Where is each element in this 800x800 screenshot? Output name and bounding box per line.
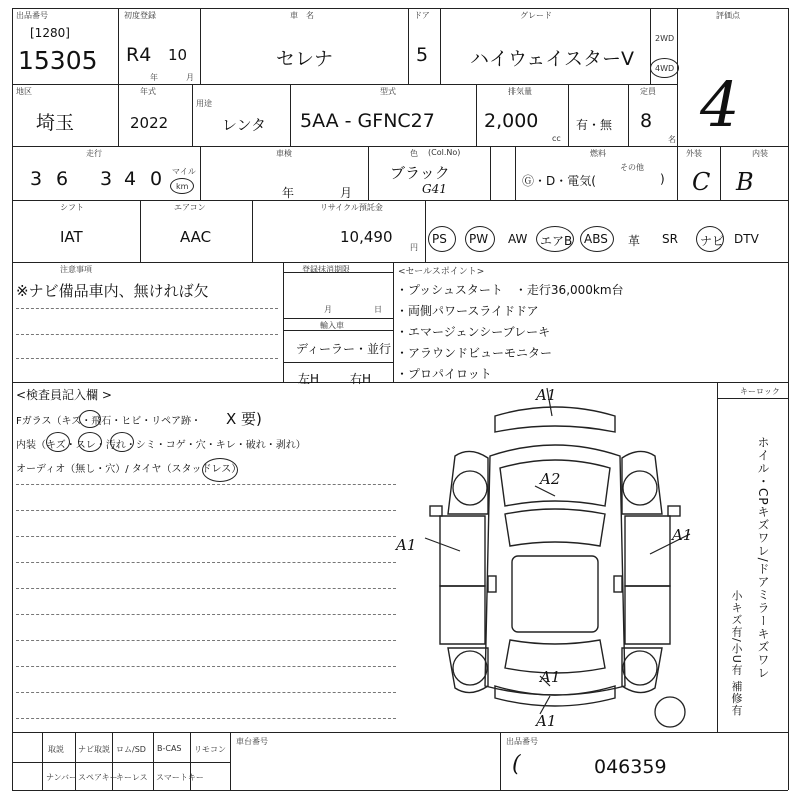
capacity-value: 8: [640, 110, 653, 132]
rating-value: 4: [700, 68, 740, 141]
interior-grade: B: [736, 168, 754, 196]
mileage-label: 走行: [86, 149, 102, 158]
insp-dash-2: [16, 510, 396, 511]
frame-bottom: [12, 790, 788, 791]
mileage-unit-km: km: [176, 182, 189, 191]
notes-sub4: [283, 362, 393, 363]
r1-div1: [118, 8, 119, 84]
color-label: 色: [410, 149, 418, 158]
drive-4wd: 4WD: [655, 64, 675, 73]
sales-point-3: ・エマージェンシーブレーキ: [396, 325, 551, 339]
grade-value: ハイウェイスターV: [470, 48, 635, 70]
equip-navi: ナビ: [700, 234, 725, 248]
shift-label: シフト: [60, 203, 84, 212]
equip-abs-circle: [580, 226, 614, 252]
notes-label: 注意事項: [60, 265, 92, 274]
insp-dash-4: [16, 562, 396, 563]
r1-div2: [200, 8, 201, 84]
mark-right-door: A1: [672, 526, 693, 544]
key-lock-label: キーロック: [740, 387, 780, 396]
steering-left: 左H: [298, 372, 320, 386]
model-value: 5AA - GFNC27: [300, 110, 435, 132]
notes-dash-1: [16, 308, 278, 309]
row1-bottom: [12, 84, 677, 85]
reg-expiry-day: 日: [374, 305, 382, 314]
equip-airbag-circle: [536, 226, 574, 252]
reg-expiry-month: 月: [324, 305, 332, 314]
rating-label: 評価点: [716, 11, 740, 20]
steering-right: 右H: [350, 372, 372, 386]
mileage-digit-5: 0: [150, 168, 163, 190]
mileage-digit-1: 3: [30, 168, 43, 190]
notes-div2: [393, 262, 394, 382]
minor-damage-notes: 小キズ有/小U有 補修有: [730, 590, 743, 717]
notes-dash-2: [16, 334, 278, 335]
equip-pw: PW: [469, 232, 489, 246]
row4-bottom: [12, 262, 788, 263]
footer-number-plate: ナンバー: [46, 773, 78, 782]
insp-dash-3: [16, 536, 396, 537]
fuel-label: 燃料: [590, 149, 606, 158]
doors-label: ドア: [414, 11, 430, 20]
sales-point-4: ・アラウンドビューモニター: [396, 346, 553, 360]
shift-value: IAT: [60, 228, 83, 246]
equip-leather: 革: [628, 234, 641, 248]
r2-div1: [118, 84, 119, 146]
equip-navi-circle: [696, 226, 724, 252]
equip-aw: AW: [508, 232, 528, 246]
r4-div1: [140, 200, 141, 262]
footer-bcas: B-CAS: [157, 744, 182, 753]
car-diagram: [396, 386, 712, 732]
fuel-other: その他: [620, 163, 644, 172]
exhibitor-number: 046359: [594, 756, 667, 778]
capacity-label: 定員: [640, 87, 656, 96]
footer-top: [12, 732, 788, 733]
km-circle: [170, 178, 194, 194]
mark-left-door: A1: [396, 536, 417, 554]
car-name-label: 車 名: [290, 11, 314, 20]
equip-ps-circle: [428, 226, 456, 252]
f-div0: [42, 732, 43, 790]
region-label: 地区: [16, 87, 32, 96]
notes-text: ※ナビ備品車内、無ければ欠: [16, 282, 209, 300]
color-label-en: (Col.No): [428, 148, 461, 157]
wheel-mirror-notes: ホイル・CPキズワレ/ドアミラーキズワレ: [756, 436, 770, 680]
drive-2wd: 2WD: [655, 34, 675, 43]
recycle-fee-label: リサイクル預託金: [320, 203, 383, 212]
chassis-label: 車台番号: [236, 737, 268, 746]
insp-dash-9: [16, 692, 396, 693]
mark-hood: A2: [540, 470, 561, 488]
mileage-digit-2: 6: [56, 168, 69, 190]
interior-scratch-circle: [46, 432, 70, 452]
footer-smart-key: スマートキー: [156, 773, 204, 782]
notes-div1: [283, 262, 284, 382]
wheel-rear-left: [453, 651, 487, 685]
mileage-digit-3: 3: [100, 168, 113, 190]
recycle-fee-unit: 円: [410, 243, 418, 252]
footer-rom-sd: ロム/SD: [116, 745, 146, 754]
region-value: 埼玉: [36, 112, 75, 134]
inspector-line-glass: Fガラス（キズ・飛石・ヒビ・リペア跡・: [16, 416, 202, 427]
frame-right: [788, 8, 789, 790]
frame-left: [12, 8, 13, 790]
insp-dash-6: [16, 614, 396, 615]
year-value: 2022: [130, 114, 169, 132]
sales-point-2: ・両側パワースライドドア: [396, 304, 539, 318]
frame-top: [12, 8, 788, 9]
mileage-unit-mile: マイル: [172, 167, 196, 176]
color-code: G41: [422, 182, 447, 196]
sales-point-5: ・プロパイロット: [396, 367, 492, 381]
inspection-month-unit: 月: [340, 186, 353, 200]
usage-value: レンタ: [222, 116, 267, 134]
first-reg-month: 10: [168, 46, 188, 64]
exterior-grade-label: 外装: [686, 149, 702, 158]
r3-div3: [490, 146, 491, 200]
row3-bottom: [12, 200, 788, 201]
glass-flying-stone-circle: [79, 410, 101, 428]
insp-dash-1: [16, 484, 396, 485]
mark-rear-bumper: A1: [540, 668, 561, 686]
key-lock-line: [717, 398, 788, 399]
front-bumper: [495, 407, 615, 432]
rating-div: [677, 8, 678, 200]
lot-number: 15305: [18, 46, 98, 75]
displacement-unit: cc: [552, 134, 561, 143]
r2-div4: [476, 84, 477, 146]
r3-div5: [720, 146, 721, 200]
color-value: ブラック: [390, 164, 450, 182]
first-reg-label: 初度登録: [124, 11, 156, 20]
inspection-label: 車検: [276, 149, 292, 158]
footer-remote: リモコン: [194, 745, 226, 754]
insp-dash-8: [16, 666, 396, 667]
inspection-year-unit: 年: [282, 186, 295, 200]
lot-label: 出品番号: [16, 11, 48, 20]
mark-front-bumper: A1: [536, 386, 557, 404]
r3-div2: [368, 146, 369, 200]
equip-sr: SR: [662, 232, 678, 246]
wheel-front-left: [453, 471, 487, 505]
drive-4wd-circle: [650, 58, 679, 78]
month-suffix: 月: [186, 73, 194, 82]
lot-bracket: [1280]: [30, 26, 70, 40]
aircon-value: AAC: [180, 228, 212, 246]
r2-div6: [628, 84, 629, 146]
interior-stain-circle: [110, 432, 134, 452]
mark-rear: A1: [536, 712, 557, 730]
recycle-toggle: 有・無: [576, 118, 613, 132]
inspector-right-div: [717, 382, 718, 732]
row2-bottom: [12, 146, 788, 147]
first-reg-era: R4: [126, 44, 152, 66]
footer-spare-key: スペアキー: [78, 773, 118, 782]
r2-div2: [192, 84, 193, 146]
r3-div4: [515, 146, 516, 200]
f-div5: [230, 732, 231, 790]
year-suffix: 年: [150, 73, 158, 82]
r2-div3: [290, 84, 291, 146]
exhibitor-label: 出品番号: [506, 737, 538, 746]
r2-div5: [568, 84, 569, 146]
year-label: 年式: [140, 87, 156, 96]
tire-studless-circle: [202, 458, 238, 482]
wheel-front-right: [623, 471, 657, 505]
inspector-label: <検査員記入欄 >: [16, 388, 112, 402]
equip-airbag: エアB: [540, 234, 573, 248]
inspector-line-interior: 内装（キズ・スレ・汚れ・シミ・コゲ・穴・キレ・破れ・剥れ）: [16, 440, 306, 451]
sales-label: <セールスポイント>: [398, 267, 485, 277]
footer-keyless: キーレス: [116, 773, 148, 782]
interior-scuff-circle: [78, 432, 102, 452]
mileage-digit-4: 4: [124, 168, 137, 190]
equip-dtv: DTV: [734, 232, 759, 246]
r1-div4: [440, 8, 441, 84]
fuel-options: Ⓖ・D・電気(: [522, 174, 596, 188]
car-name: セレナ: [276, 48, 334, 70]
capacity-unit: 名: [668, 135, 676, 144]
interior-label: 内装: [752, 149, 768, 158]
doors-value: 5: [416, 44, 429, 66]
grade-label: グレード: [520, 11, 552, 20]
f-div6: [500, 732, 501, 790]
import-dealer: ディーラー・並行: [296, 342, 392, 356]
exterior-grade: C: [692, 168, 711, 196]
footer-mid: [12, 762, 230, 763]
notes-sub2: [283, 318, 393, 319]
wheel-rear-right: [623, 651, 657, 685]
notes-bottom: [12, 382, 788, 383]
displacement-label: 排気量: [508, 87, 532, 96]
f-div3: [153, 732, 154, 790]
import-label: 輸入車: [320, 321, 344, 330]
inspector-x-need: X 要): [226, 410, 262, 428]
r1-div3: [408, 8, 409, 84]
insp-dash-7: [16, 640, 396, 641]
footer-navi-manual: ナビ取説: [78, 745, 110, 754]
equip-ps: PS: [432, 232, 447, 246]
displacement-value: 2,000: [484, 110, 539, 132]
fuel-close: ): [660, 172, 665, 186]
inspector-line-audio: オーディオ（無し・穴）/ タイヤ（スタッドレス）: [16, 464, 242, 475]
insp-dash-5: [16, 588, 396, 589]
equip-pw-circle: [465, 226, 495, 252]
usage-label: 用途: [196, 99, 212, 108]
reg-expiry-label: 登録抹消期限: [302, 265, 350, 274]
r4-div3: [425, 200, 426, 262]
footer-manual: 取説: [48, 745, 64, 754]
aircon-label: エアコン: [174, 203, 206, 212]
notes-dash-3: [16, 358, 278, 359]
equip-abs: ABS: [584, 232, 608, 246]
exhibitor-mark: (: [512, 752, 521, 777]
sales-point-1: ・プッシュスタート ・走行36,000km台: [396, 283, 624, 297]
recycle-fee-value: 10,490: [340, 228, 393, 246]
r4-div2: [252, 200, 253, 262]
insp-dash-10: [16, 718, 396, 719]
r3-div1: [200, 146, 201, 200]
spare-wheel: [655, 697, 685, 727]
model-label: 型式: [380, 87, 396, 96]
